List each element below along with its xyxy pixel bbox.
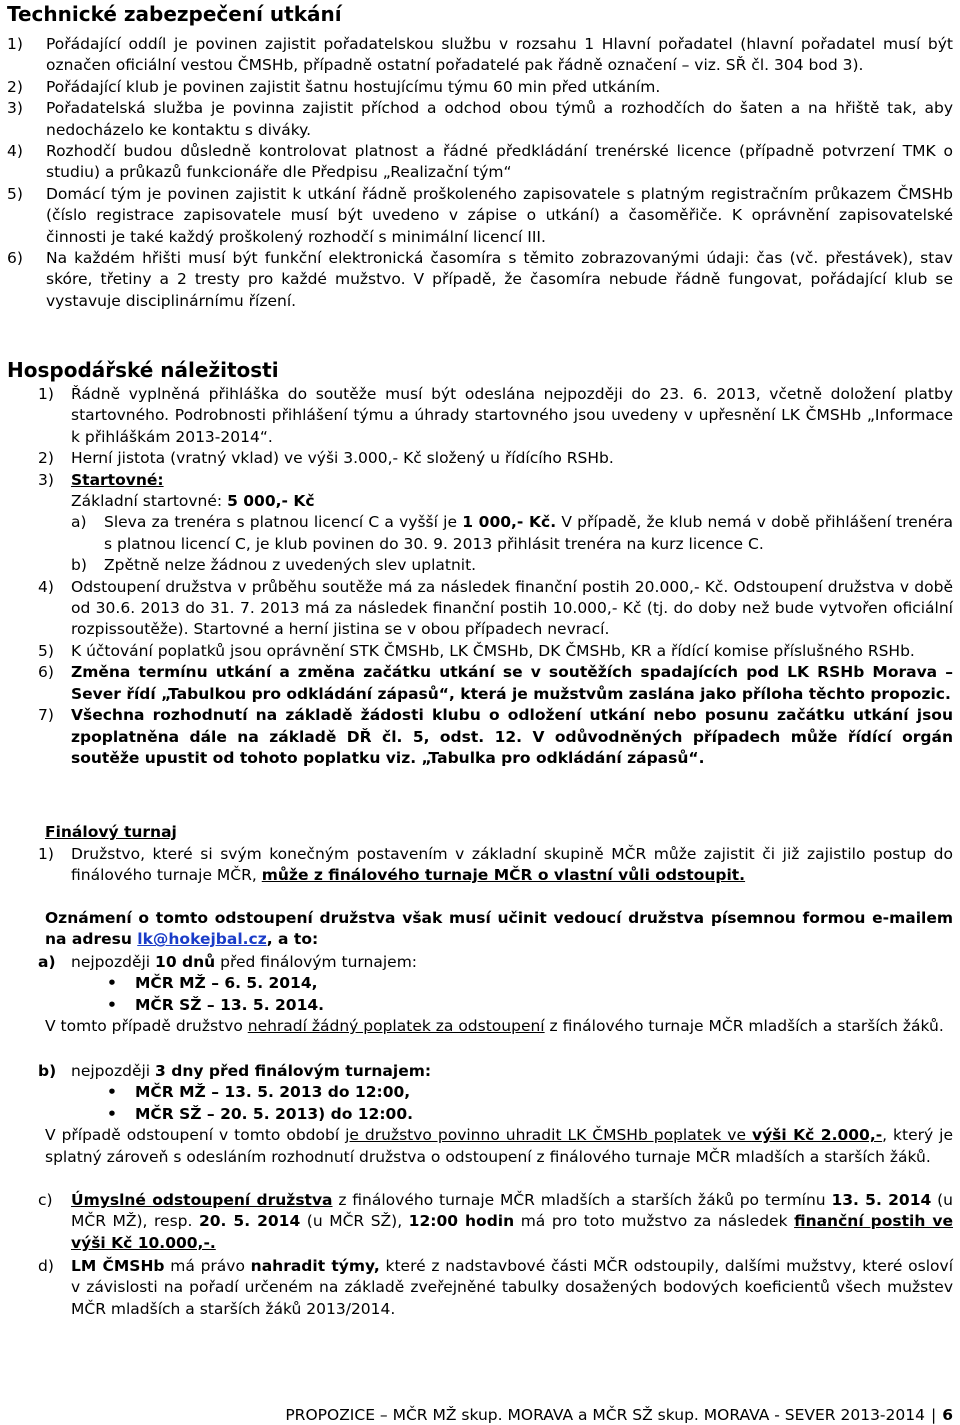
list-item: 6) Změna termínu utkání a změna začátku utkání se v soutěžích spadajících pod LK RSHb Morava – Sever řídí „Tabulkou pro odkládání zápasů“, která je mužstvům zaslána jako příloha těchto propozic.	[38, 663, 953, 703]
option-b-note: V případě odstoupení v tomto období je družstvo povinno uhradit LK ČMSHb poplatek ve výši Kč 2.000,-, který je splatný zároveň s odesláním rozhodnutí družstva o odstoupení z finálového turnaje MČR mladších a starších žáků.	[45, 1126, 953, 1166]
list-item: b) Zpětně nelze žádnou z uvedených slev uplatnit.	[71, 556, 477, 575]
startovne-label: Startovné:	[71, 470, 164, 489]
technical-list	[7, 34, 953, 312]
list-item: • MČR SŽ – 13. 5. 2014.	[7, 995, 953, 1016]
footer-text: PROPOZICE – MČR MŽ skup. MORAVA a MČR SŽ skup. MORAVA - SEVER 2013-2014	[285, 1406, 925, 1424]
list-item: 5) K účtování poplatků jsou oprávnění STK ČMSHb, LK ČMSHb, DK ČMSHb, KR a řídící komise příslušného RSHb.	[38, 641, 915, 660]
section-title-technical: Technické zabezpečení utkání	[7, 2, 342, 26]
list-item: 5) Domácí tým je povinen zajistit k utkání řádně proškoleného zapisovatele s platným registračním průkazem ČMSHb (číslo registrace zapisovatele musí být uvedeno v zápise o utkání) a časoměřiče. K oprávnění zapisovatelské činnosti je také každý proškolený rozhodčí s minimální licencí III.	[7, 184, 953, 246]
list-item: • MČR SŽ – 20. 5. 2013) do 12:00.	[7, 1104, 953, 1125]
list-item: 3) Startovné:	[38, 470, 164, 489]
email-link[interactable]: lk@hokejbal.cz	[137, 930, 267, 949]
list-item: a) Sleva za trenéra s platnou licencí C a vyšší je 1 000,- Kč. V případě, že klub nemá v době přihlášení trenéra s platnou licencí C, je klub povinen do 30. 9. 2013 přihlásit trenéra na kurz licence C.	[71, 513, 954, 553]
base-fee-line: Základní startovné: 5 000,- Kč	[71, 492, 315, 511]
option-a-dates	[7, 973, 953, 1016]
list-item: 2) Pořádající klub je povinen zajistit šatnu hostujícímu týmu 60 min před utkáním.	[7, 77, 661, 96]
finals-option-b: b) nejpozději 3 dny před finálovým turnajem: • MČR MŽ – 13. 5. 2013 do 12:00, • MČR SŽ – 20. 5. 2013) do 12:00. V případě odstoupení v tomto období je družstvo povinno uhradit LK ČMSHb poplatek ve výši Kč 2.000,-, který je splatný zároveň s odesláním rozhodnutí družstva o odstoupení z finálového turnaje MČR mladších a starších žáků.	[7, 1061, 953, 1168]
list-item: 6) Na každém hřišti musí být funkční elektronická časomíra s těmito zobrazovanými údaji: čas (vč. přestávek), stav skóre, třetiny a 2 tresty pro každé mužstvo. V případě, že časomíra nebude řádně fungovat, pořádající klub se vystavuje disciplinárnímu řízení.	[7, 249, 953, 310]
withdrawal-notice: Oznámení o tomto odstoupení družstva však musí učinit vedoucí družstva písemnou formou e-mailem na adresu lk@hokejbal.cz, a to:	[45, 909, 953, 949]
list-item: • MČR MŽ – 6. 5. 2014,	[7, 973, 953, 994]
list-item: 2) Herní jistota (vratný vklad) ve výši 3.000,- Kč složený u řídícího RSHb.	[38, 449, 614, 468]
page-number: 6	[942, 1406, 953, 1424]
list-item: 3) Pořadatelská služba je povinna zajistit příchod a odchod obou týmů a rozhodčích do šaten a na hřiště tak, aby nedocházelo ke kontaktu s diváky.	[7, 99, 953, 139]
list-item: 7) Všechna rozhodnutí na základě žádosti klubu o odložení utkání nebo posunu začátku utkání jsou zpoplatněna dále na základě DŘ čl. 5, odst. 12. V odůvodněných případech může řídící orgán soutěže upustit od tohoto poplatku viz. „Tabulka pro odkládání zápasů“.	[38, 706, 953, 767]
list-item: 1) Pořádající oddíl je povinen zajistit pořadatelskou službu v rozsahu 1 Hlavní pořadatel (hlavní pořadatel musí být označen oficiální vestou ČMSHb, případně ostatní pořadatelé pak řádně označení – viz. SŘ čl. 304 bod 3).	[7, 35, 953, 75]
list-item: 4) Odstoupení družstva v průběhu soutěže má za následek finanční postih 20.000,- Kč. Odstoupení družstva v době od 30.6. 2013 do 31. 7. 2013 má za následek finanční postih 10.000,- Kč (tj. do doby než bude vytvořen oficiální rozpissoutěže). Startovné a herní jistina se v obou případech nevrací.	[38, 577, 953, 639]
list-item: 4) Rozhodčí budou důsledně kontrolovat platnost a řádné předkládání trenérské licence (případně potvrzení TMK o studiu) a průkazů funkcionáře dle Předpisu „Realizační tým“	[7, 142, 953, 182]
option-a-note: V tomto případě družstvo nehradí žádný poplatek za odstoupení z finálového turnaje MČR mladších a starších žáků.	[45, 1017, 944, 1036]
finals-title: Finálový turnaj	[45, 823, 177, 841]
option-b-dates	[7, 1082, 953, 1125]
page-footer	[0, 1405, 960, 1425]
section-title-economic: Hospodářské náležitosti	[7, 358, 279, 382]
list-item: 1) Řádně vyplněná přihláška do soutěže musí být odeslána nejpozději do 23. 6. 2013, včetně doložení platby startovného. Podrobnosti přihlášení týmu a úhrady startovného jsou uvedeny v upřesnění LK ČMSHb „Informace k přihláškám 2013-2014“.	[38, 385, 953, 446]
footer-separator: |	[930, 1406, 937, 1424]
finals-option-c: c) Úmyslné odstoupení družstva z finálového turnaje MČR mladších a starších žáků po termínu 13. 5. 2014 (u MČR MŽ), resp. 20. 5. 2014 (u MČR SŽ), 12:00 hodin má pro toto mužstvo za následek finanční postih ve výši Kč 10.000,-.	[38, 1191, 953, 1252]
finals-option-a: a) nejpozději 10 dnů před finálovým turnajem: • MČR MŽ – 6. 5. 2014, • MČR SŽ – 13. 5. 2014. V tomto případě družstvo nehradí žádný poplatek za odstoupení z finálového turnaje MČR mladších a starších žáků.	[7, 952, 953, 1038]
economic-list	[7, 384, 953, 769]
finals-option-d: d) LM ČMSHb má právo nahradit týmy, které z nadstavbové části MČR odstoupily, dalšími mužstvy, které osloví v závislosti na pořadí určeném na základě zveřejněné tabulky dosažených bodových koeficientů všech mužstev MČR mladších a starších žáků 2013/2014.	[38, 1257, 953, 1318]
list-item: • MČR MŽ – 13. 5. 2013 do 12:00,	[7, 1082, 953, 1103]
finals-item-1: 1) Družstvo, které si svým konečným postavením v základní skupině MČR může zajistit či již zajistilo postup do finálového turnaje MČR, může z finálového turnaje MČR o vlastní vůli odstoupit.	[38, 845, 953, 885]
